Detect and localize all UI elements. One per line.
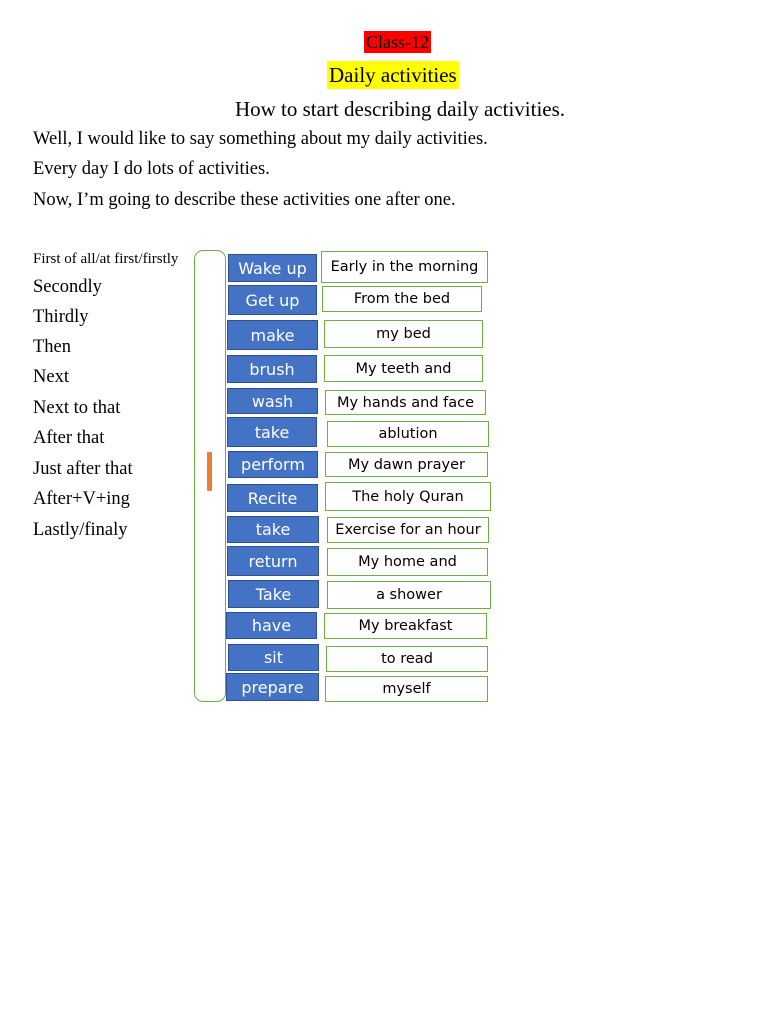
phrase-box: My teeth and: [324, 355, 483, 382]
verb-box: take: [227, 417, 317, 447]
sequence-word: Lastly/finaly: [33, 520, 128, 540]
phrase-box: a shower: [327, 581, 491, 609]
sequence-word: Just after that: [33, 459, 133, 479]
verb-box: Wake up: [228, 254, 317, 282]
sequence-word: Secondly: [33, 277, 102, 297]
page-subtitle: How to start describing daily activities.: [234, 97, 566, 121]
phrase-box: My hands and face: [325, 390, 486, 415]
verb-box: brush: [227, 355, 317, 383]
phrase-box: My breakfast: [324, 613, 487, 639]
phrase-box: myself: [325, 676, 488, 702]
orange-marker: [207, 452, 212, 491]
sequence-word: Then: [33, 337, 72, 357]
verb-box: wash: [227, 388, 318, 414]
verb-box: Get up: [228, 285, 317, 315]
intro-line: Every day I do lots of activities.: [33, 159, 270, 179]
phrase-box: My home and: [327, 548, 488, 576]
sequence-word: Next: [33, 367, 69, 387]
sequence-word: Thirdly: [33, 307, 89, 327]
verb-box: have: [226, 612, 317, 639]
sequence-word: After that: [33, 428, 105, 448]
verb-box: return: [227, 546, 319, 576]
phrase-box: my bed: [324, 320, 483, 348]
intro-line: Well, I would like to say something about my daily activities.: [33, 129, 488, 149]
phrase-box: My dawn prayer: [325, 452, 488, 477]
sequence-word: After+V+ing: [33, 489, 130, 509]
verb-box: sit: [228, 644, 319, 671]
class-label: Class-12: [366, 32, 429, 52]
phrase-box: ablution: [327, 421, 489, 447]
sequence-word: First of all/at first/firstly: [33, 251, 179, 267]
verb-box: perform: [228, 451, 318, 478]
verb-box: Take: [228, 580, 319, 608]
verb-box: prepare: [226, 673, 319, 701]
sequence-word: Next to that: [33, 398, 121, 418]
phrase-box: From the bed: [322, 286, 482, 312]
verb-box: take: [227, 516, 319, 543]
intro-line: Now, I’m going to describe these activities one after one.: [33, 190, 456, 210]
phrase-box: Exercise for an hour: [327, 517, 489, 543]
verb-box: Recite: [227, 484, 318, 512]
phrase-box: The holy Quran: [325, 482, 491, 511]
verb-box: make: [227, 320, 318, 350]
phrase-box: to read: [326, 646, 488, 672]
page-title: Daily activities: [329, 63, 457, 87]
phrase-box: Early in the morning: [321, 251, 488, 283]
